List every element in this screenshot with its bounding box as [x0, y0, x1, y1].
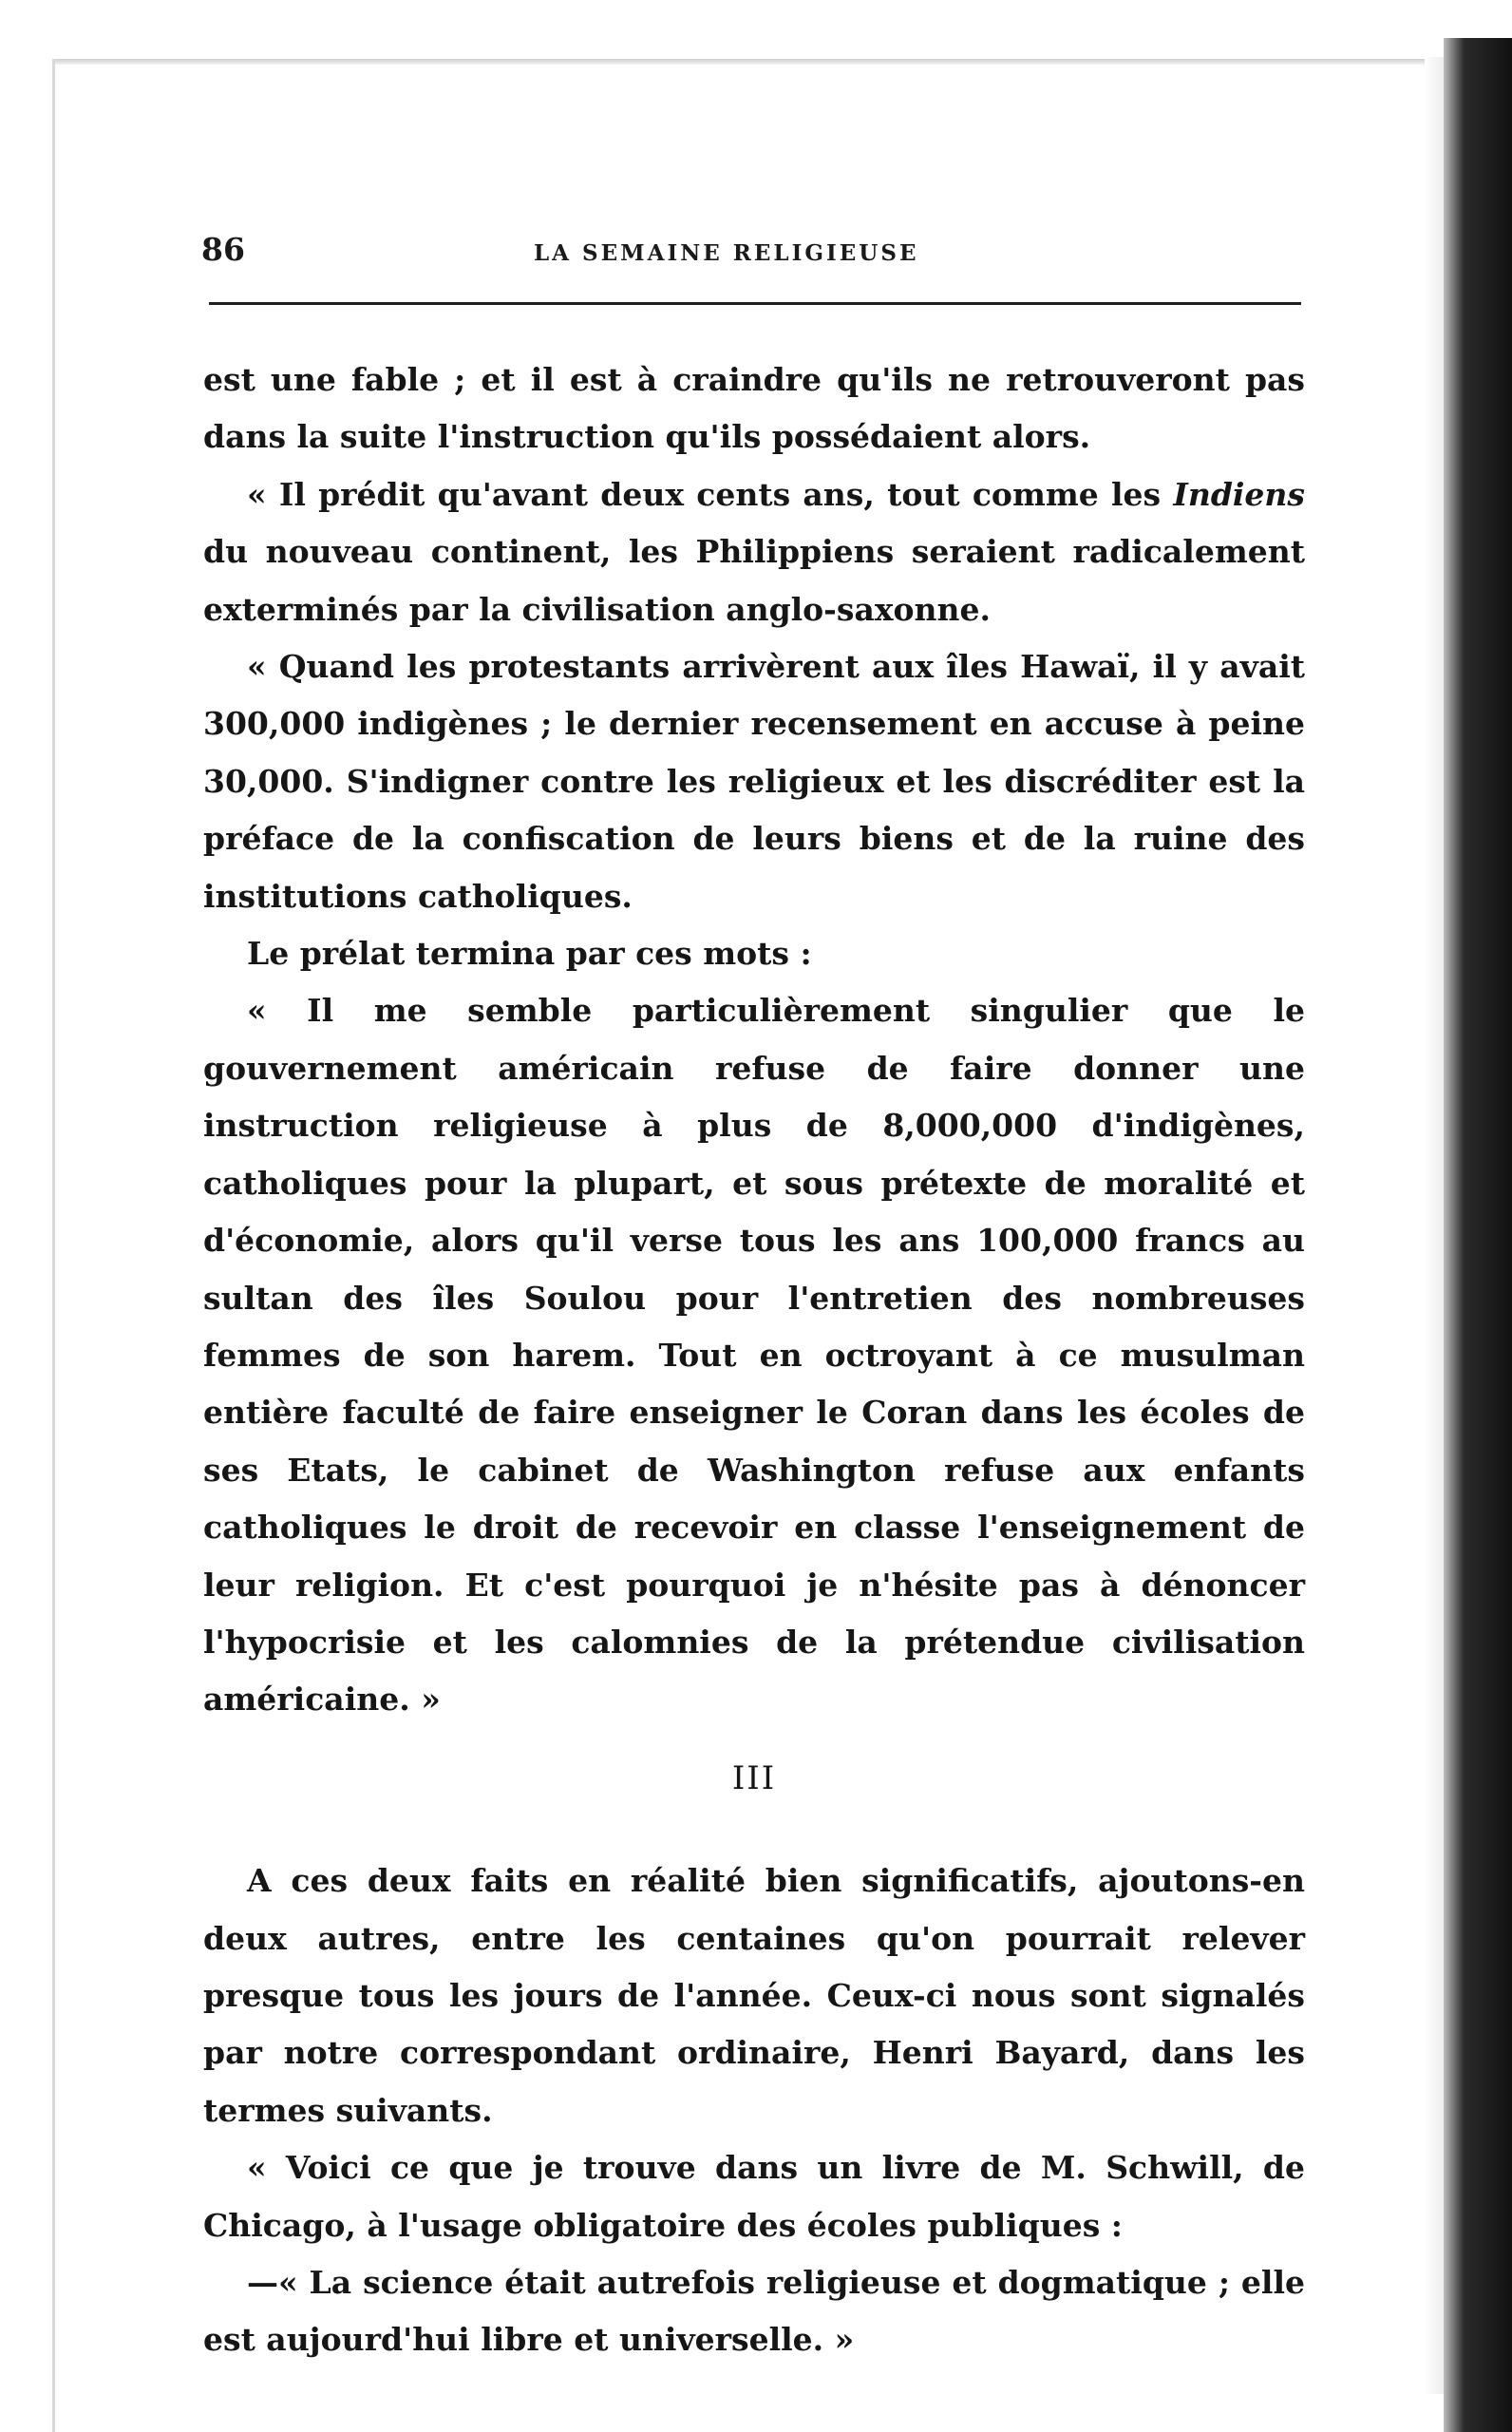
- paragraph-science-quote: —« La science était autrefois religieuse et dogmatique ; elle est aujourd'hui libre et universelle. »: [203, 2264, 1305, 2359]
- paragraph-continuation: est une fable ; et il est à craindre qu'ils ne retrouveront pas dans la suite l'instruction qu'ils possédaient alors.: [203, 361, 1305, 456]
- paragraph-hawaii: « Quand les protestants arrivèrent aux îles Hawaï, il y avait 300,000 indigènes ; le dernier recensement en accuse à peine 30,000. S'indigner contre les religieux et les discréditer est la préface de la confiscation de leurs biens et de la ruine des institutions catholiques.: [203, 648, 1305, 915]
- section-number: III: [731, 1758, 777, 1797]
- page-number: 86: [201, 231, 245, 268]
- page-header: [201, 231, 1303, 278]
- paragraph-quote: « Il me semble particulièrement singulier que le gouvernement américain refuse de faire donner une instruction religieuse à plus de 8,000,000 d'indigènes, catholiques pour la plupart, et sous prétexte de moralité et d'économie, alors qu'il verse tous les ans 100,000 francs au sultan des îles Soulou pour l'entretien des nombreuses femmes de son harem. Tout en octroyant à ce musulman entière faculté de faire enseigner le Coran dans les écoles de ses Etats, le cabinet de Washington refuse aux enfants catholiques le droit de recevoir en classe l'enseignement de leur religion. Et c'est pourquoi je n'hésite pas à dénoncer l'hypocrisie et les calomnies de la prétendue civilisation américaine. »: [203, 992, 1305, 1719]
- header-rule: [209, 302, 1301, 305]
- paragraph-schwill: « Voici ce que je trouve dans un livre de M. Schwill, de Chicago, à l'usage obligatoire des écoles publiques :: [203, 2149, 1305, 2244]
- italic-term: Indiens: [1173, 475, 1305, 513]
- paragraph-text: « Il prédit qu'avant deux cents ans, tout comme les: [247, 475, 1174, 513]
- paragraph-two-facts: A ces deux faits en réalité bien significatifs, ajoutons-en deux autres, entre les centaines qu'on pourrait relever presque tous les jours de l'année. Ceux-ci nous sont signalés par notre correspondant ordinaire, Henri Bayard, dans les termes suivants.: [203, 1862, 1305, 2129]
- book-spine-shadow: [1444, 38, 1512, 2432]
- body-text: [203, 352, 1305, 2369]
- paragraph-prediction: [203, 466, 1305, 638]
- paragraph-prelate: Le prélat termina par ces mots :: [247, 935, 812, 973]
- paragraph-text: du nouveau continent, les Philippiens seraient radicalement exterminés par la civilisation anglo-saxonne.: [203, 533, 1305, 628]
- running-head: LA SEMAINE RELIGIEUSE: [534, 240, 919, 266]
